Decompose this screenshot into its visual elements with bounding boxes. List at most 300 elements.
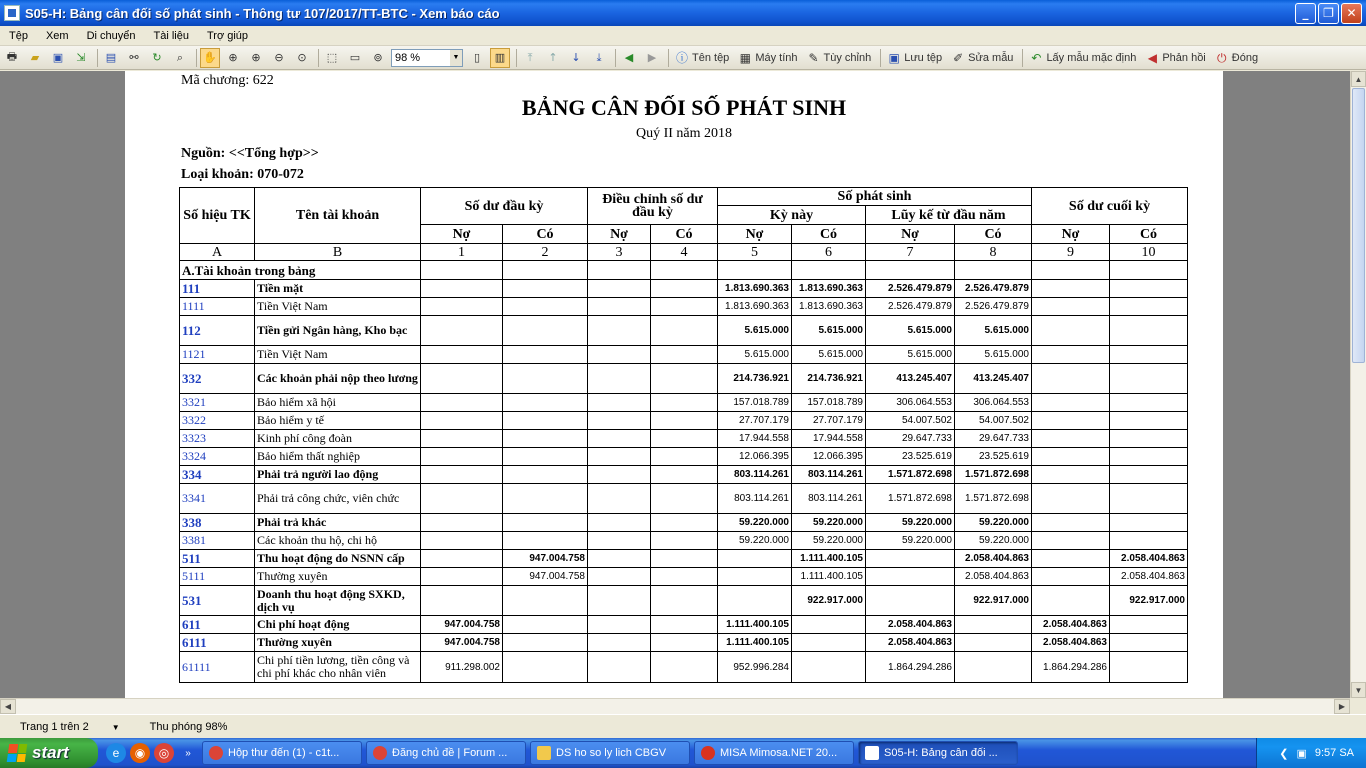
amount-cell: 947.004.758	[421, 634, 503, 652]
account-code[interactable]: 1121	[180, 346, 255, 364]
scroll-up-icon[interactable]: ▲	[1351, 71, 1366, 87]
first-page-icon[interactable]: ⤒	[527, 50, 533, 64]
save-file-button[interactable]	[884, 48, 945, 68]
amount-cell: 157.018.789	[792, 394, 866, 412]
amount-cell	[503, 448, 588, 466]
amount-cell	[651, 532, 718, 550]
amount-cell: 17.944.558	[792, 430, 866, 448]
amount-cell	[651, 298, 718, 316]
report-icon	[865, 746, 879, 760]
amount-cell	[503, 316, 588, 346]
task-label: S05-H: Bảng cân đối ...	[884, 747, 998, 759]
forward-icon[interactable]: ▶	[647, 51, 657, 64]
amount-cell: 947.004.758	[503, 550, 588, 568]
amount-cell: 922.917.000	[955, 586, 1032, 616]
scroll-right-icon[interactable]: ▶	[1334, 699, 1350, 714]
save-icon[interactable]: ▣	[52, 51, 64, 64]
chevron-down-icon: ▼	[111, 722, 120, 732]
amount-cell	[503, 514, 588, 532]
export-icon[interactable]: ⇲	[76, 51, 86, 64]
section-label: A.Tài khoản trong bảng	[180, 261, 421, 280]
table-row	[180, 448, 1188, 466]
amount-cell	[651, 568, 718, 586]
amount-cell: 5.615.000	[792, 346, 866, 364]
header-du-cuoi-ky: Số dư cuối kỳ	[1032, 188, 1188, 225]
menu-xem[interactable]: Xem	[45, 29, 69, 42]
refresh-icon[interactable]: ↻	[152, 51, 162, 64]
app-icon	[4, 5, 20, 21]
amount-cell: 413.245.407	[955, 364, 1032, 394]
edit-template-button[interactable]	[948, 48, 1016, 68]
account-code[interactable]: 1111	[180, 298, 255, 316]
amount-cell	[421, 280, 503, 298]
close-report-button[interactable]	[1212, 48, 1261, 68]
amount-cell: 947.004.758	[421, 616, 503, 634]
amount-cell: 2.526.479.879	[955, 280, 1032, 298]
scroll-thumb[interactable]	[1352, 88, 1365, 363]
edit-icon: ✐	[953, 50, 964, 65]
amount-cell	[421, 448, 503, 466]
amount-cell: 2.058.404.863	[866, 634, 955, 652]
amount-cell	[503, 586, 588, 616]
amount-cell	[588, 532, 651, 550]
amount-cell: 2.058.404.863	[866, 616, 955, 634]
account-name: Phải trả người lao động	[255, 466, 421, 484]
amount-cell	[588, 346, 651, 364]
megaphone-icon: ◀	[1147, 50, 1157, 65]
single-page-icon[interactable]: ▯	[473, 51, 481, 64]
clock[interactable]: 9:57 SA	[1314, 747, 1354, 759]
amount-cell	[651, 280, 718, 298]
header-du-dau-ky: Số dư đầu kỳ	[421, 188, 588, 225]
amount-cell	[421, 316, 503, 346]
calculator-icon: ▦	[739, 50, 751, 65]
taskbar	[0, 738, 1366, 768]
chrome-icon	[209, 746, 223, 760]
zoom-in-icon[interactable]: ⊕	[251, 51, 261, 64]
index-cell: 1	[421, 244, 503, 261]
table-cell	[503, 261, 588, 280]
amount-cell	[421, 568, 503, 586]
save-file-label: Lưu tệp	[904, 51, 943, 64]
amount-cell: 17.944.558	[718, 430, 792, 448]
account-name: Thường xuyên	[255, 634, 421, 652]
account-code[interactable]: 511	[180, 550, 255, 568]
amount-cell	[1110, 616, 1188, 634]
two-page-icon[interactable]: ▥	[490, 48, 510, 68]
table-row	[180, 568, 1188, 586]
amount-cell	[651, 550, 718, 568]
amount-cell	[588, 634, 651, 652]
amount-cell	[588, 298, 651, 316]
amount-cell	[421, 514, 503, 532]
more-icon[interactable]: »	[185, 747, 191, 759]
account-name: Chi phí tiền lương, tiền công và chi phí khác cho nhân viên	[255, 652, 421, 683]
back-icon[interactable]: ◀	[624, 51, 634, 64]
amount-cell: 2.058.404.863	[955, 568, 1032, 586]
next-page-icon[interactable]: ↓	[571, 51, 581, 64]
amount-cell: 1.571.872.698	[955, 466, 1032, 484]
folder-icon	[537, 746, 551, 760]
table-cell	[421, 261, 503, 280]
amount-cell	[718, 586, 792, 616]
last-page-icon[interactable]: ⤓	[596, 50, 602, 64]
task-forum[interactable]	[366, 741, 526, 765]
amount-cell: 1.813.690.363	[718, 280, 792, 298]
header-co: Có	[955, 225, 1032, 244]
account-code[interactable]: 334	[180, 466, 255, 484]
account-name: Tiền Việt Nam	[255, 346, 421, 364]
network-icon[interactable]: ▣	[1296, 747, 1307, 760]
amount-cell: 214.736.921	[718, 364, 792, 394]
amount-cell	[718, 568, 792, 586]
index-cell: 10	[1110, 244, 1188, 261]
amount-cell: 1.571.872.698	[955, 484, 1032, 514]
report-loai-khoan: Loại khoản: 070-072	[181, 167, 304, 182]
table-row	[180, 550, 1188, 568]
tray-arrow-icon[interactable]: ❮	[1279, 747, 1289, 760]
amount-cell: 5.615.000	[866, 346, 955, 364]
amount-cell: 1.571.872.698	[866, 466, 955, 484]
amount-cell	[651, 364, 718, 394]
account-name: Phải trả công chức, viên chức	[255, 484, 421, 514]
amount-cell	[792, 634, 866, 652]
table-row	[180, 532, 1188, 550]
amount-cell	[1032, 394, 1110, 412]
account-code[interactable]: 332	[180, 364, 255, 394]
table-row	[180, 298, 1188, 316]
amount-cell	[421, 484, 503, 514]
print-icon[interactable]: 🖶	[6, 50, 18, 63]
header-no: Nợ	[718, 225, 792, 244]
header-co: Có	[1110, 225, 1188, 244]
amount-cell: 5.615.000	[718, 316, 792, 346]
task-misa[interactable]	[694, 741, 854, 765]
amount-cell: 952.996.284	[718, 652, 792, 683]
computer-button[interactable]	[735, 48, 800, 68]
account-code[interactable]: 111	[180, 280, 255, 298]
account-code[interactable]: 3381	[180, 532, 255, 550]
amount-cell	[1110, 484, 1188, 514]
power-icon: ⏻	[1217, 50, 1227, 65]
amount-cell	[1032, 586, 1110, 616]
amount-cell	[1032, 364, 1110, 394]
customize-button[interactable]	[804, 48, 875, 68]
amount-cell	[503, 652, 588, 683]
amount-cell	[1032, 514, 1110, 532]
default-template-label: Lấy mẫu mặc định	[1046, 51, 1137, 64]
start-label: start	[32, 743, 69, 762]
amount-cell	[503, 466, 588, 484]
account-code[interactable]: 531	[180, 586, 255, 616]
zoom-out-icon[interactable]: ⊖	[274, 51, 284, 64]
amount-cell	[503, 412, 588, 430]
chrome-icon	[373, 746, 387, 760]
table-row	[180, 394, 1188, 412]
amount-cell	[1032, 568, 1110, 586]
index-cell: A	[180, 244, 255, 261]
amount-cell: 2.058.404.863	[1032, 616, 1110, 634]
account-name: Phải trả khác	[255, 514, 421, 532]
zoom-select[interactable]	[391, 49, 463, 67]
menu-bar	[0, 26, 1366, 46]
amount-cell: 2.058.404.863	[1110, 568, 1188, 586]
amount-cell: 413.245.407	[866, 364, 955, 394]
page-indicator[interactable]	[0, 721, 140, 733]
amount-cell: 54.007.502	[955, 412, 1032, 430]
amount-cell	[421, 466, 503, 484]
menu-tep[interactable]: Tệp	[9, 29, 28, 42]
status-bar	[0, 714, 1366, 738]
table-row	[180, 430, 1188, 448]
minimize-button[interactable]: _	[1295, 3, 1316, 24]
amount-cell: 1.111.400.105	[792, 568, 866, 586]
menu-tai-lieu[interactable]: Tài liệu	[153, 29, 189, 42]
account-code[interactable]: 611	[180, 616, 255, 634]
amount-cell: 59.220.000	[718, 514, 792, 532]
hand-tool-icon[interactable]: ✋	[200, 48, 220, 68]
restore-button[interactable]: ❐	[1318, 3, 1339, 24]
report-title: BẢNG CÂN ĐỐI SỐ PHÁT SINH	[521, 95, 847, 120]
page-indicator-label: Trang 1 trên 2	[20, 720, 89, 733]
amount-cell	[1032, 466, 1110, 484]
amount-cell	[1032, 346, 1110, 364]
amount-cell	[1110, 466, 1188, 484]
amount-cell: 2.058.404.863	[1110, 550, 1188, 568]
header-luy-ke: Lũy kế từ đầu năm	[866, 206, 1032, 225]
amount-cell: 5.615.000	[718, 346, 792, 364]
amount-cell	[1110, 634, 1188, 652]
amount-cell: 947.004.758	[503, 568, 588, 586]
task-label: Hộp thư đến (1) - c1t...	[228, 747, 340, 759]
amount-cell	[651, 346, 718, 364]
toolbar-separator	[880, 49, 881, 67]
amount-cell	[1032, 532, 1110, 550]
scroll-corner	[1350, 698, 1366, 714]
amount-cell	[421, 430, 503, 448]
index-cell: 9	[1032, 244, 1110, 261]
layout-icon[interactable]: ▤	[105, 51, 117, 64]
actual-size-icon[interactable]: ⊚	[373, 51, 383, 64]
ma-chuong: Mã chương: 622	[181, 73, 274, 88]
header-no: Nợ	[588, 225, 651, 244]
table-cell	[955, 261, 1032, 280]
disk-icon: ▣	[888, 50, 900, 65]
amount-cell: 157.018.789	[718, 394, 792, 412]
account-code[interactable]: 338	[180, 514, 255, 532]
table-row	[180, 484, 1188, 514]
amount-cell: 1.111.400.105	[718, 634, 792, 652]
amount-cell	[1110, 364, 1188, 394]
feedback-button[interactable]	[1142, 48, 1208, 68]
table-cell	[651, 261, 718, 280]
amount-cell	[588, 364, 651, 394]
menu-tro-giup[interactable]: Trợ giúp	[206, 29, 249, 42]
amount-cell	[1032, 550, 1110, 568]
amount-cell	[588, 550, 651, 568]
amount-cell: 23.525.619	[866, 448, 955, 466]
amount-cell	[503, 364, 588, 394]
amount-cell	[421, 346, 503, 364]
task-report[interactable]	[858, 741, 1018, 765]
amount-cell	[792, 652, 866, 683]
amount-cell: 5.615.000	[866, 316, 955, 346]
account-name: Doanh thu hoạt động SXKD, dịch vụ	[255, 586, 421, 616]
amount-cell	[1032, 412, 1110, 430]
prev-page-icon[interactable]: ↑	[548, 51, 558, 64]
account-code[interactable]: 3322	[180, 412, 255, 430]
header-co: Có	[503, 225, 588, 244]
amount-cell	[1032, 430, 1110, 448]
table-row	[180, 652, 1188, 683]
index-cell: 6	[792, 244, 866, 261]
amount-cell	[792, 616, 866, 634]
binoculars-icon[interactable]: ⚯	[129, 51, 139, 64]
amount-cell: 1.813.690.363	[718, 298, 792, 316]
amount-cell	[503, 346, 588, 364]
amount-cell	[651, 466, 718, 484]
amount-cell	[1032, 280, 1110, 298]
amount-cell	[718, 550, 792, 568]
amount-cell	[1110, 394, 1188, 412]
index-cell: 4	[651, 244, 718, 261]
table-cell	[718, 261, 792, 280]
zoom-fit-icon[interactable]: ⊙	[297, 51, 307, 64]
amount-cell	[588, 430, 651, 448]
table-row	[180, 316, 1188, 346]
file-name-label: Tên tệp	[692, 51, 730, 64]
index-cell: 8	[955, 244, 1032, 261]
horizontal-scrollbar[interactable]	[0, 698, 1350, 714]
default-template-button[interactable]	[1026, 48, 1139, 68]
header-no: Nợ	[421, 225, 503, 244]
amount-cell	[1110, 298, 1188, 316]
report-subtitle: Quý II năm 2018	[635, 126, 733, 141]
table-row	[180, 466, 1188, 484]
account-code[interactable]: 3323	[180, 430, 255, 448]
amount-cell: 54.007.502	[866, 412, 955, 430]
amount-cell: 1.111.400.105	[718, 616, 792, 634]
amount-cell: 23.525.619	[955, 448, 1032, 466]
account-code[interactable]: 6111	[180, 634, 255, 652]
amount-cell	[1032, 298, 1110, 316]
page-width-icon[interactable]: ⬚	[326, 51, 338, 64]
amount-cell	[651, 394, 718, 412]
amount-cell	[503, 394, 588, 412]
start-button[interactable]	[0, 738, 98, 768]
zoom-icon[interactable]: ⊕	[228, 51, 238, 64]
scroll-left-icon[interactable]: ◀	[0, 699, 16, 714]
amount-cell	[1110, 532, 1188, 550]
amount-cell	[588, 394, 651, 412]
amount-cell	[866, 550, 955, 568]
amount-cell	[503, 634, 588, 652]
zoom-indicator: Thu phóng 98%	[149, 720, 228, 733]
account-code[interactable]: 3321	[180, 394, 255, 412]
amount-cell	[1110, 316, 1188, 346]
amount-cell: 27.707.179	[718, 412, 792, 430]
table-row	[180, 346, 1188, 364]
amount-cell	[651, 652, 718, 683]
table-row	[180, 514, 1188, 532]
firefox-icon[interactable]: ◉	[130, 743, 150, 763]
amount-cell	[651, 514, 718, 532]
zoom-value: 98 %	[395, 51, 421, 64]
amount-cell	[1110, 430, 1188, 448]
misa-icon	[701, 746, 715, 760]
amount-cell: 1.571.872.698	[866, 484, 955, 514]
account-code[interactable]: 3324	[180, 448, 255, 466]
chevron-down-icon: ▼	[450, 50, 462, 66]
vertical-scrollbar[interactable]	[1350, 71, 1366, 698]
table-row	[180, 280, 1188, 298]
menu-di-chuyen[interactable]: Di chuyển	[86, 29, 136, 42]
ie-icon[interactable]: e	[106, 743, 126, 763]
find-icon[interactable]: ⌕	[176, 50, 184, 64]
header-so-hieu: Số hiệu TK	[180, 188, 255, 244]
amount-cell	[651, 448, 718, 466]
index-cell: 3	[588, 244, 651, 261]
amount-cell: 12.066.395	[792, 448, 866, 466]
task-gmail[interactable]	[202, 741, 362, 765]
system-tray	[1256, 738, 1366, 768]
task-folder[interactable]	[530, 741, 690, 765]
scroll-down-icon[interactable]: ▼	[1351, 682, 1366, 698]
amount-cell	[588, 484, 651, 514]
amount-cell: 12.066.395	[718, 448, 792, 466]
account-name: Bảo hiểm y tế	[255, 412, 421, 430]
amount-cell	[955, 634, 1032, 652]
amount-cell	[588, 586, 651, 616]
amount-cell: 29.647.733	[955, 430, 1032, 448]
header-ky-nay: Kỳ này	[718, 206, 866, 225]
header-no: Nợ	[1032, 225, 1110, 244]
amount-cell: 214.736.921	[792, 364, 866, 394]
file-name-button[interactable]	[672, 48, 732, 68]
table-cell	[1110, 261, 1188, 280]
amount-cell	[503, 430, 588, 448]
amount-cell: 803.114.261	[792, 484, 866, 514]
toolbar-separator	[1022, 49, 1023, 67]
report-viewer[interactable]	[0, 71, 1350, 698]
account-code[interactable]: 5111	[180, 568, 255, 586]
amount-cell: 59.220.000	[866, 514, 955, 532]
amount-cell	[421, 412, 503, 430]
chrome-icon[interactable]: ◎	[154, 743, 174, 763]
account-code[interactable]: 3341	[180, 484, 255, 514]
amount-cell: 5.615.000	[955, 316, 1032, 346]
amount-cell	[588, 280, 651, 298]
account-code[interactable]: 61111	[180, 652, 255, 683]
close-button[interactable]: ✕	[1341, 3, 1362, 24]
amount-cell: 59.220.000	[955, 514, 1032, 532]
account-code[interactable]: 112	[180, 316, 255, 346]
amount-cell	[421, 364, 503, 394]
toolbar	[0, 46, 1366, 70]
amount-cell	[651, 616, 718, 634]
amount-cell: 5.615.000	[955, 346, 1032, 364]
table-row	[180, 634, 1188, 652]
amount-cell	[1110, 652, 1188, 683]
account-name: Chi phí hoạt động	[255, 616, 421, 634]
windows-logo-icon	[7, 744, 28, 762]
table-row	[180, 586, 1188, 616]
amount-cell: 803.114.261	[718, 484, 792, 514]
whole-page-icon[interactable]: ▭	[349, 51, 361, 64]
amount-cell: 27.707.179	[792, 412, 866, 430]
balance-table	[179, 187, 1188, 683]
open-folder-icon[interactable]: ▰	[30, 51, 40, 64]
